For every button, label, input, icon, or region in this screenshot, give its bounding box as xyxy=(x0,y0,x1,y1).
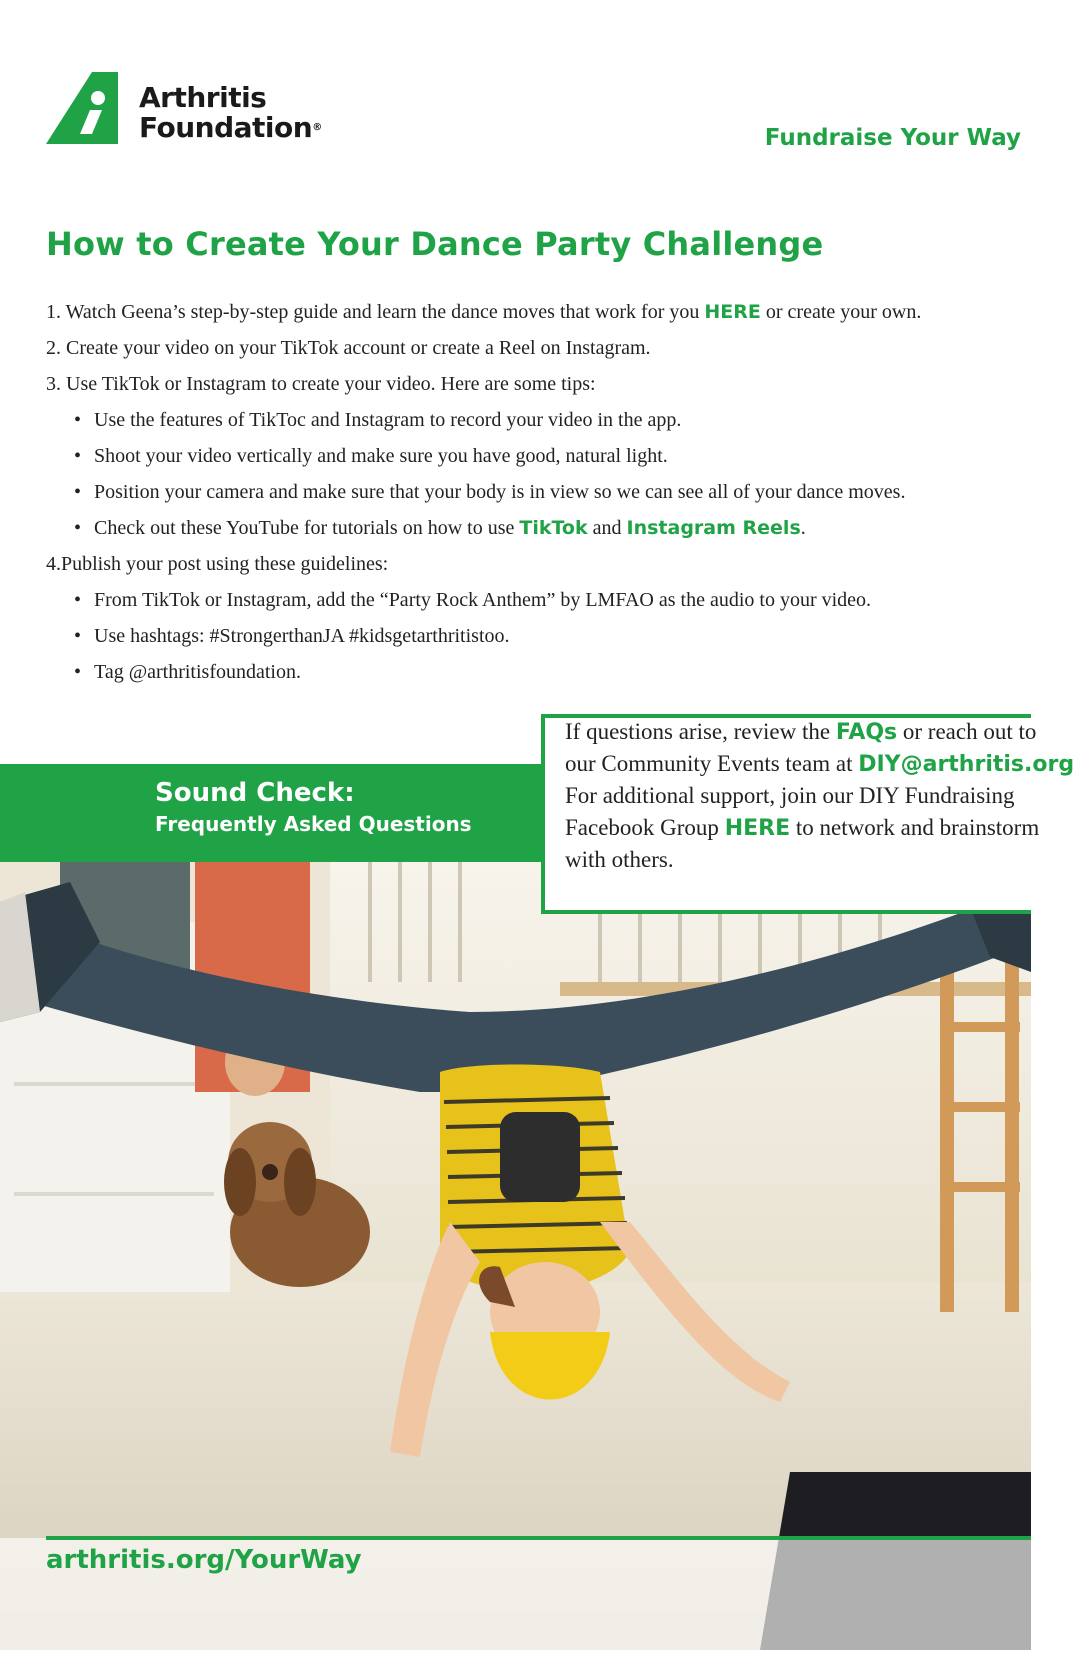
bullet-icon: • xyxy=(74,661,82,683)
help-line-4 xyxy=(565,812,1039,845)
tip-text: Shoot your video vertically and make sure you have good, natural light. xyxy=(94,445,668,467)
guideline-text: Use hashtags: #StrongerthanJA #kidsgetarthritistoo. xyxy=(94,625,510,647)
guideline-2 xyxy=(74,622,510,650)
here-link[interactable]: HERE xyxy=(704,301,761,323)
guideline-text: From TikTok or Instagram, add the “Party Rock Anthem” by LMFAO as the audio to your video. xyxy=(94,589,872,611)
step-number: 3. xyxy=(46,373,61,395)
tip-2 xyxy=(74,442,668,470)
help-box xyxy=(541,714,1074,914)
step-2 xyxy=(46,334,651,362)
help-line-5: with others. xyxy=(565,847,674,872)
footer-divider xyxy=(46,1536,1031,1540)
bullet-icon: • xyxy=(74,625,82,647)
step-1 xyxy=(46,298,921,326)
step-text: or create your own. xyxy=(760,301,922,323)
footer-url-link[interactable]: arthritis.org/YourWay xyxy=(46,1545,362,1575)
step-text: Watch Geena’s step-by-step guide and learn the dance moves that work for you xyxy=(65,301,705,323)
tip-4 xyxy=(74,514,806,542)
help-text: Facebook Group xyxy=(565,815,725,840)
tip-text: Check out these YouTube for tutorials on how to use xyxy=(94,517,520,539)
step-text: Use TikTok or Instagram to create your video. Here are some tips: xyxy=(66,373,596,395)
step-4 xyxy=(46,550,388,578)
help-line-2 xyxy=(565,748,1074,781)
logo-wordmark xyxy=(139,83,322,143)
facebook-group-link[interactable]: HERE xyxy=(724,816,791,841)
help-text: If questions arise, review the xyxy=(565,719,836,744)
page-title: How to Create Your Dance Party Challenge xyxy=(46,225,824,263)
bullet-icon: • xyxy=(74,589,82,611)
step-number: 2. xyxy=(46,337,61,359)
help-text: or reach out to xyxy=(897,719,1037,744)
tip-3 xyxy=(74,478,1031,506)
bullet-icon: • xyxy=(74,445,82,467)
email-link[interactable]: DIY@arthritis.org xyxy=(858,752,1074,777)
arthritis-foundation-logo xyxy=(46,72,346,152)
help-line-1 xyxy=(565,716,1036,749)
help-text: to network and brainstorm xyxy=(790,815,1040,840)
breakdance-illustration xyxy=(0,862,1031,1650)
tip-text: . xyxy=(800,517,806,539)
step-text: 4.Publish your post using these guidelines: xyxy=(46,553,389,575)
instagram-reels-link[interactable]: Instagram Reels xyxy=(626,517,801,539)
help-text: our Community Events team at xyxy=(565,751,859,776)
faqs-link[interactable]: FAQs xyxy=(835,720,898,745)
faq-banner[interactable] xyxy=(0,764,545,862)
logo-line-2: Foundation xyxy=(139,111,313,144)
help-line-3: For additional support, join our DIY Fundraising xyxy=(565,783,1015,808)
tip-1 xyxy=(74,406,681,434)
step-3 xyxy=(46,370,596,398)
faq-subtitle: Frequently Asked Questions xyxy=(155,812,472,836)
guideline-3 xyxy=(74,658,301,686)
tagline: Fundraise Your Way xyxy=(764,125,1021,151)
tiktok-link[interactable]: TikTok xyxy=(519,517,588,539)
bullet-icon: • xyxy=(74,517,82,539)
guideline-1 xyxy=(74,586,871,614)
logo-mark-icon xyxy=(46,72,138,150)
faq-title: Sound Check: xyxy=(155,778,355,808)
bullet-icon: • xyxy=(74,409,82,431)
step-text: Create your video on your TikTok account or create a Reel on Instagram. xyxy=(66,337,651,359)
kid-dancing-photo xyxy=(0,862,1031,1650)
tip-text: Position your camera and make sure that your body is in view so we can see all of your dance moves. xyxy=(94,481,906,503)
guideline-text: Tag @arthritisfoundation. xyxy=(94,661,301,683)
logo-line-1: Arthritis xyxy=(139,81,267,114)
registered-mark: ® xyxy=(312,122,322,133)
tip-text: Use the features of TikToc and Instagram to record your video in the app. xyxy=(94,409,682,431)
step-number: 1. xyxy=(46,301,61,323)
bullet-icon: • xyxy=(74,481,82,503)
tip-text: and xyxy=(587,517,627,539)
